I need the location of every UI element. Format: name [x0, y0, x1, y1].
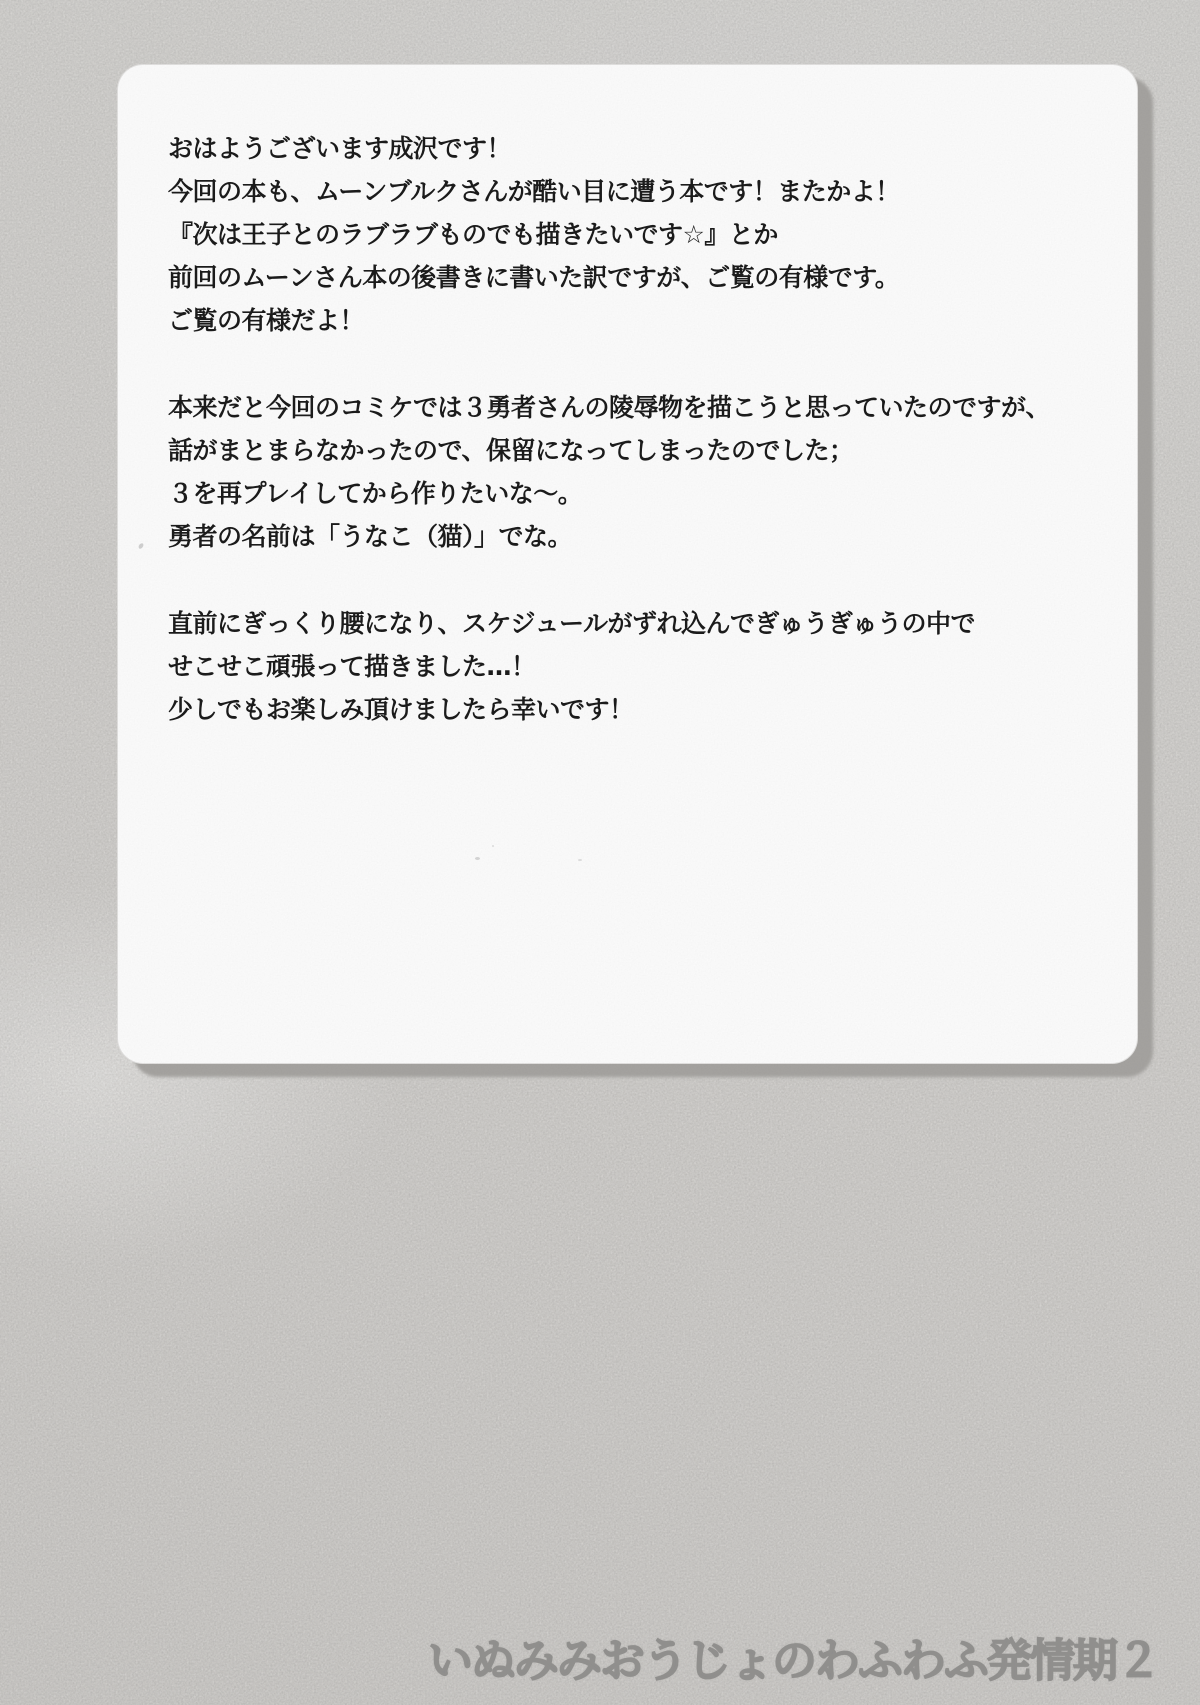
afterword-paragraph-2 [168, 386, 1103, 558]
book-title: いぬみみおうじょのわふわふ発情期２ [428, 1634, 1160, 1687]
afterword-card [117, 64, 1138, 1064]
text-line: ３を再プレイしてから作りたいな～。 [168, 479, 583, 508]
text-line: ご覧の有様だよ！ [168, 306, 365, 335]
text-line: せこせこ頑張って描きました…！ [168, 652, 536, 681]
text-line: 少しでもお楽しみ頂けましたら幸いです！ [168, 695, 634, 724]
text-line: 直前にぎっくり腰になり、スケジュールがずれ込んでぎゅうぎゅうの中で [168, 609, 976, 638]
text-line: 『次は王子とのラブラブものでも描きたいです☆』とか [168, 220, 778, 249]
text-line: おはようございます成沢です！ [168, 134, 512, 163]
afterword-text [118, 65, 1137, 731]
text-line: 前回のムーンさん本の後書きに書いた訳ですが、ご覧の有様です。 [168, 263, 900, 292]
text-line: 勇者の名前は「うなこ（猫）」でな。 [168, 522, 573, 551]
text-line: 今回の本も、ムーンブルクさんが酷い目に遭う本です！またかよ！ [168, 177, 900, 206]
afterword-paragraph-1 [168, 127, 1103, 342]
afterword-paragraph-3 [168, 602, 1103, 731]
text-line: 話がまとまらなかったので、保留になってしまったのでした； [168, 436, 854, 465]
text-line: 本来だと今回のコミケでは３勇者さんの陵辱物を描こうと思っていたのですが、 [168, 393, 1051, 422]
